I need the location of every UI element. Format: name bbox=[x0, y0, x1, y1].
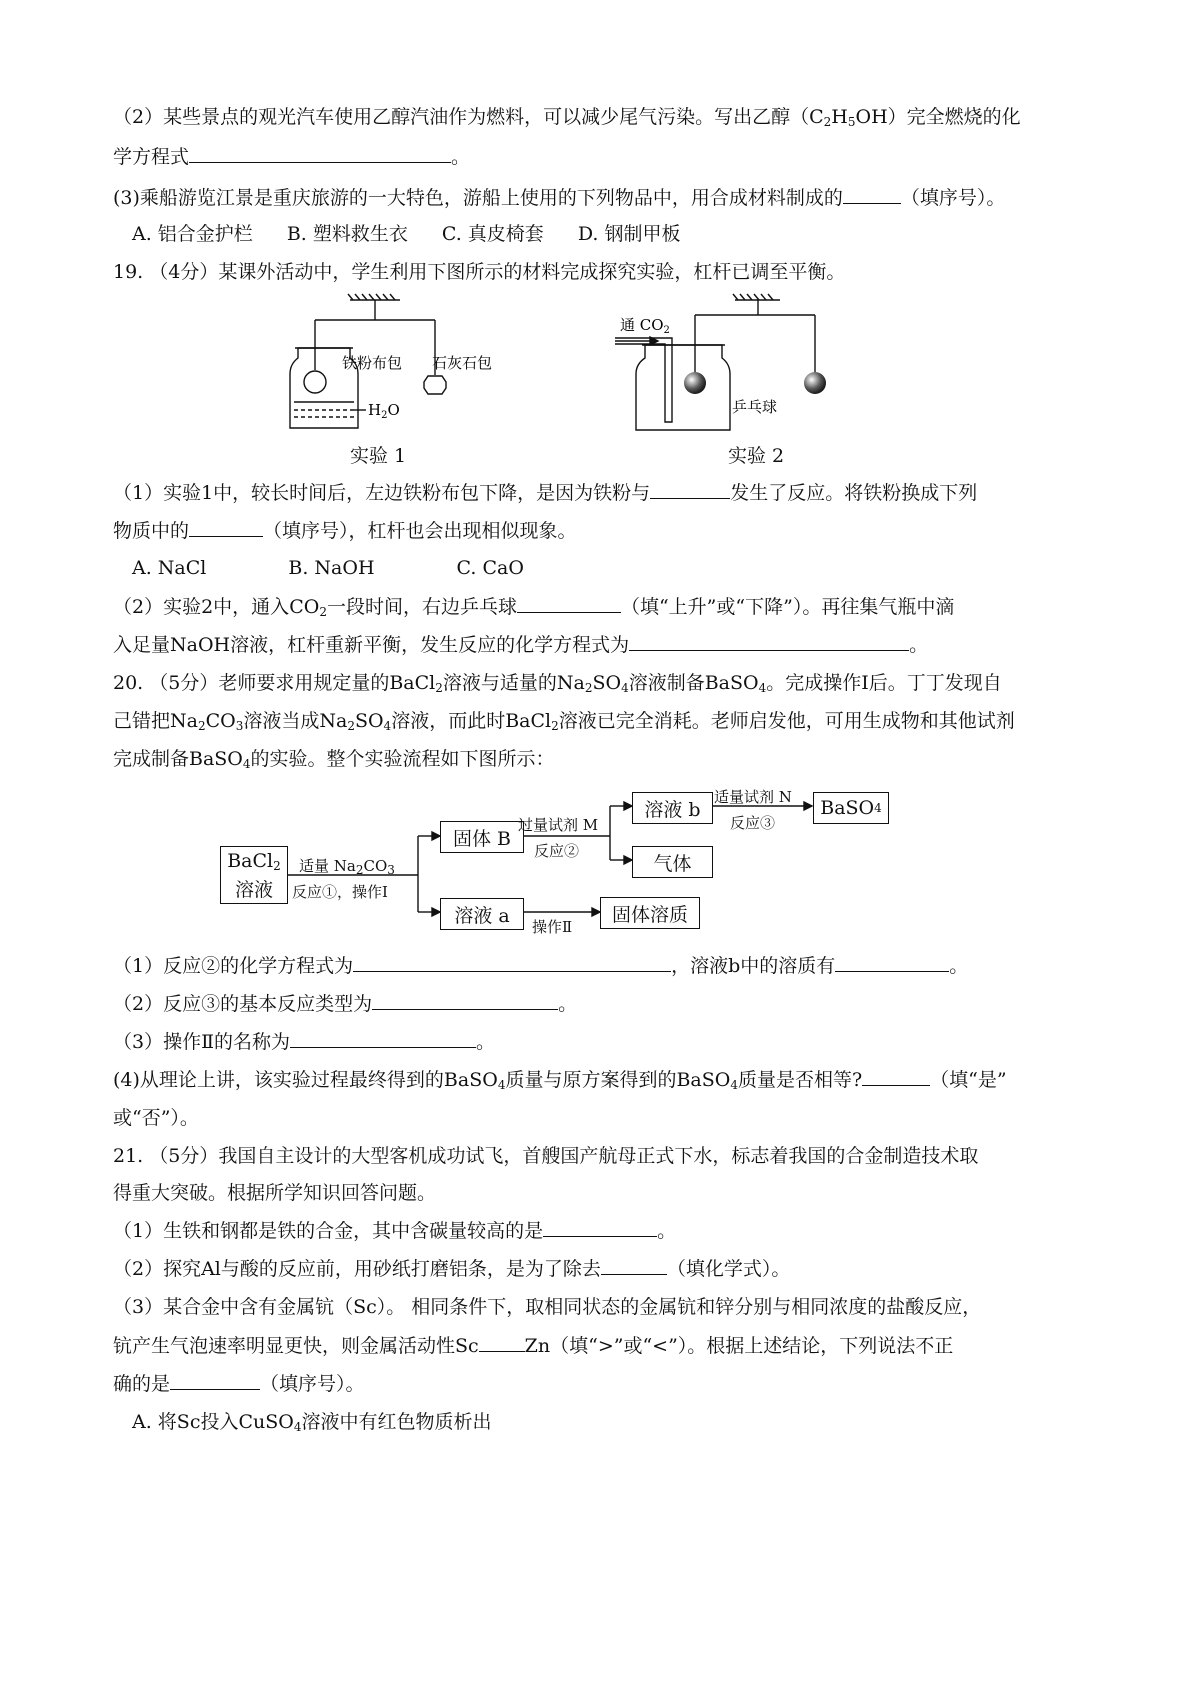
flow-step3-top: 适量试剂 N bbox=[714, 788, 792, 806]
q21-stem-1: 21. （5分）我国自主设计的大型客机成功试飞，首艘国产航母正式下水，标志着我国的合金制造技术取 bbox=[113, 1145, 979, 1167]
flow-step1-bottom: 反应①，操作Ⅰ bbox=[292, 883, 388, 901]
svg-text:石灰石包 bbox=[432, 354, 492, 372]
flow-step3-bottom: 反应③ bbox=[730, 814, 776, 832]
q20-3-line: （3）操作Ⅱ的名称为 。 bbox=[113, 1031, 496, 1053]
q20-2-line: （2）反应③的基本反应类型为 。 bbox=[113, 993, 578, 1015]
answer-blank[interactable] bbox=[601, 1256, 667, 1275]
q18-2-line1: （2）某些景点的观光汽车使用乙醇汽油作为燃料，可以减少尾气污染。写出乙醇$(C_2H_5OH)$完全燃烧的化 bbox=[113, 106, 1021, 129]
flow-step2-bottom: 反应② bbox=[534, 842, 580, 860]
answer-blank[interactable] bbox=[170, 1371, 260, 1390]
q18-2-line2: 学方程式 。 bbox=[113, 146, 471, 168]
q19-stem: 19. （4分）某课外活动中，学生利用下图所示的材料完成探究实验，杠杆已调至平衡。 bbox=[113, 261, 846, 283]
answer-blank[interactable] bbox=[372, 991, 558, 1010]
q19-2-line2: 入足量NaOH溶液，杠杆重新平衡，发生反应的化学方程式为 。 bbox=[113, 634, 929, 656]
iron-bag-label: 铁粉布包 bbox=[342, 354, 403, 372]
q19-1-line2: 物质中的 （填序号），杠杆也会出现相似现象。 bbox=[113, 520, 577, 542]
flow-box-solution-a: 溶液 a bbox=[440, 898, 524, 930]
q20-stem-3: 完成制备BaSO$_4$的实验。整个实验流程如下图所示： bbox=[113, 748, 555, 771]
answer-blank[interactable] bbox=[629, 632, 909, 651]
flow-step1-top: 适量 $Na_2CO_3$ bbox=[299, 857, 395, 877]
svg-text:H2O: $H_2O$ bbox=[368, 401, 400, 421]
q21-2-line: （2）探究Al与酸的反应前，用砂纸打磨铝条，是为了除去 （填化学式）。 bbox=[113, 1258, 791, 1280]
svg-text:通 CO2: 通 $CO_2$ bbox=[620, 316, 670, 336]
pingpong-label: 乒乓球 bbox=[732, 398, 778, 416]
answer-blank[interactable] bbox=[843, 185, 901, 204]
answer-blank[interactable] bbox=[189, 518, 263, 537]
answer-blank[interactable] bbox=[479, 1333, 525, 1352]
q20-1-line: （1）反应②的化学方程式为 ，溶液b中的溶质有 。 bbox=[113, 955, 969, 977]
svg-text:铁粉布包 bbox=[342, 354, 402, 372]
flow-box-solid-b: 固体 B bbox=[440, 821, 524, 853]
answer-blank[interactable] bbox=[517, 594, 621, 613]
flow-step2-top: 过量试剂 M bbox=[518, 816, 599, 834]
q21-3-line1: （3）某合金中含有金属钪（Sc）。 相同条件下，取相同状态的金属钪和锌分别与相同浓度的盐酸反应， bbox=[113, 1296, 982, 1318]
flow-box-gas: 气体 bbox=[632, 846, 713, 878]
flow-step4: 操作Ⅱ bbox=[532, 918, 573, 936]
answer-blank[interactable] bbox=[543, 1218, 657, 1237]
q20-stem-1: 20. （5分）老师要求用规定量的BaCl$_2$溶液与适量的$Na_2SO_4$溶液制备BaSO$_4$。完成操作Ⅰ后。丁丁发现自 bbox=[113, 672, 1002, 695]
exp2-hanger bbox=[615, 294, 815, 430]
flow-box-solution-b: 溶液 b bbox=[632, 792, 713, 824]
q20-4-line2: 或“否”）。 bbox=[113, 1107, 199, 1129]
q21-3-line2: 钪产生气泡速率明显更快，则金属活动性Sc Zn（填“>”或“<”）。根据上述结论，下列说法不正 bbox=[113, 1335, 954, 1357]
answer-blank[interactable] bbox=[835, 953, 949, 972]
q21-stem-2: 得重大突破。根据所学知识回答问题。 bbox=[113, 1182, 437, 1204]
q18-3-line: (3)乘船游览江景是重庆旅游的一大特色，游船上使用的下列物品中，用合成材料制成的 （填序号）。 bbox=[113, 187, 1006, 209]
answer-blank[interactable] bbox=[189, 144, 451, 163]
answer-blank[interactable] bbox=[290, 1029, 476, 1048]
answer-blank[interactable] bbox=[862, 1067, 930, 1086]
q20-4-line1: (4)从理论上讲，该实验过程最终得到的BaSO$_4$质量与原方案得到的BaSO$_4$质量是否相等? （填“是” bbox=[113, 1069, 1007, 1092]
q19-options: A. NaCl B. NaOH C. CaO bbox=[132, 557, 524, 579]
q20-stem-2: 己错把$Na_2CO_3$溶液当成$Na_2SO_4$溶液，而此时BaCl$_2$溶液已完全消耗。老师启发他，可用生成物和其他试剂 bbox=[113, 710, 1015, 733]
q19-2-line1: （2）实验2中，通入$CO_2$一段时间，右边乒乓球 （填“上升”或“下降”）。再往集气瓶中滴 bbox=[113, 596, 955, 619]
flow-box-bacl2: BaCl$_2$ 溶液 bbox=[220, 846, 288, 904]
q19-1-line1: （1）实验1中，较长时间后，左边铁粉布包下降，是因为铁粉与 发生了反应。将铁粉换成下列 bbox=[113, 482, 978, 504]
q18-options: A. 铝合金护栏 B. 塑料救生衣 C. 真皮椅套 D. 钢制甲板 bbox=[132, 223, 681, 245]
q21-3-line3: 确的是 （填序号）。 bbox=[113, 1373, 365, 1395]
flow-box-solid-solute: 固体溶质 bbox=[600, 897, 700, 929]
limestone-label: 石灰石包 bbox=[432, 354, 493, 372]
exp2-caption: 实验 2 bbox=[728, 445, 785, 467]
pingpong-balls bbox=[684, 372, 826, 394]
answer-blank[interactable] bbox=[353, 953, 671, 972]
flow-box-baso4: BaSO 4 bbox=[813, 792, 889, 824]
answer-blank[interactable] bbox=[650, 480, 730, 499]
q21-1-line: （1）生铁和钢都是铁的合金，其中含碳量较高的是 。 bbox=[113, 1220, 677, 1242]
q21-option-a: A. 将Sc投入CuSO$_4$溶液中有红色物质析出 bbox=[132, 1411, 492, 1434]
experiment-figure bbox=[270, 290, 950, 440]
svg-text:乒乓球 bbox=[732, 398, 777, 416]
exp1-caption: 实验 1 bbox=[350, 445, 407, 467]
